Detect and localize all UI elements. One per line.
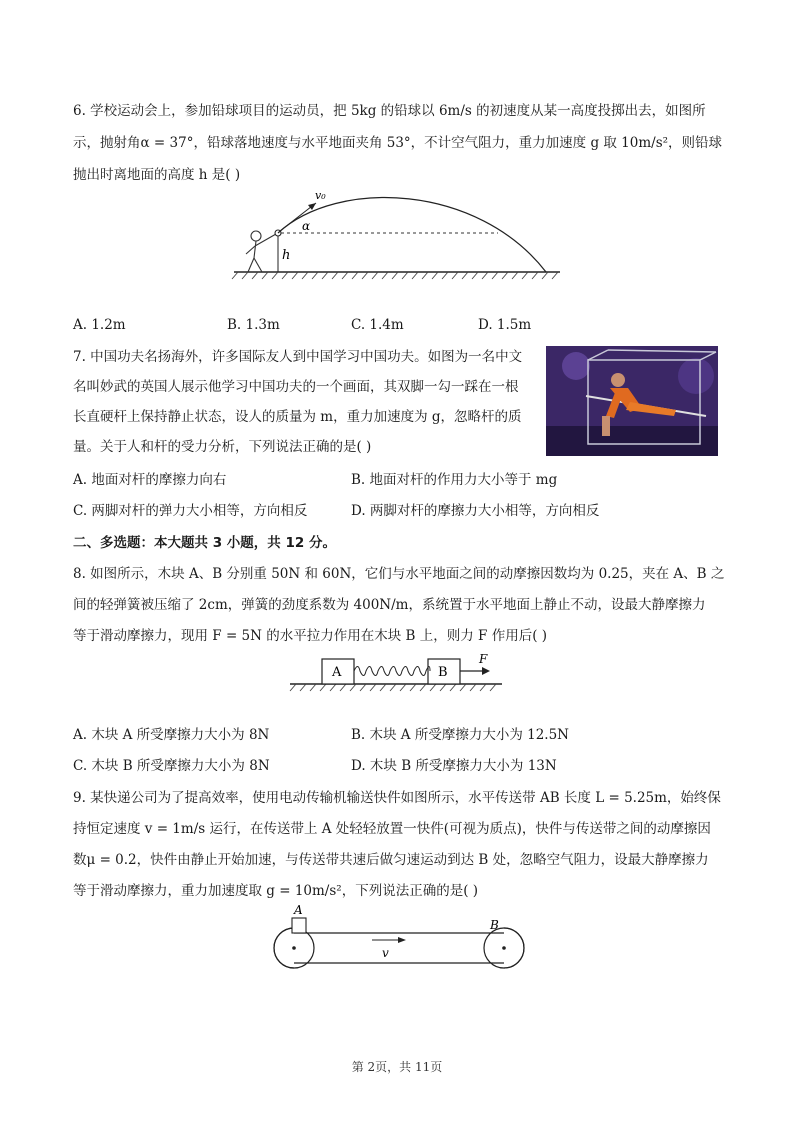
q9-stem-line1: 9. 某快递公司为了提高效率，使用电动传输机输送快件如图所示，水平传送带 AB 长度 L = 5.25m，始终保 xyxy=(73,790,721,806)
q9-stem-line4: 等于滑动摩擦力，重力加速度取 g = 10m/s²，下列说法正确的是( ) xyxy=(73,883,479,899)
q8-option-a: A. 木块 A 所受摩擦力大小为 8N xyxy=(73,727,270,743)
section-multi-choice-heading: 二、多选题：本大题共 3 小题，共 12 分。 xyxy=(73,535,336,551)
q8-block-a-label: A xyxy=(332,665,342,680)
q6-option-d: D. 1.5m xyxy=(478,317,532,333)
q7-stem-line4: 量。关于人和杆的受力分析，下列说法正确的是( ) xyxy=(73,439,372,455)
page-footer: 第 2页，共 11页 xyxy=(351,1060,443,1074)
q7-stem-line1: 7. 中国功夫名扬海外，许多国际友人到中国学习中国功夫。如图为一名中文 xyxy=(73,349,523,365)
q7-stem-line2: 名叫妙武的英国人展示他学习中国功夫的一个画面，其双脚一勾一踩在一根 xyxy=(73,379,519,395)
q6-stem-line1: 6. 学校运动会上，参加铅球项目的运动员，把 5kg 的铅球以 6m/s 的初速度从某一高度投掷出去，如图所 xyxy=(73,103,706,119)
q7-stem-line3: 长直硬杆上保持静止状态，设人的质量为 m，重力加速度为 g，忽略杆的质 xyxy=(73,409,522,425)
q6-shot-put-figure xyxy=(228,186,568,281)
q8-stem-line1: 8. 如图所示，木块 A、B 分别重 50N 和 60N，它们与水平地面之间的动摩擦因数均为 0.25，夹在 A、B 之 xyxy=(73,566,725,582)
q6-stem-line2: 示，抛射角α = 37°，铅球落地速度与水平地面夹角 53°，不计空气阻力，重力加速度 g 取 10m/s²，则铅球 xyxy=(73,135,723,151)
q8-block-b-label: B xyxy=(438,665,448,680)
q8-option-d: D. 木块 B 所受摩擦力大小为 13N xyxy=(351,758,557,774)
q9-velocity-label: v xyxy=(382,946,389,960)
q6-option-a: A. 1.2m xyxy=(73,317,126,333)
q7-option-b: B. 地面对杆的作用力大小等于 mg xyxy=(351,472,558,488)
q9-point-a-label: A xyxy=(294,903,303,917)
q6-v0-label: v₀ xyxy=(315,189,326,202)
q9-point-b-label: B xyxy=(490,918,499,932)
q8-option-c: C. 木块 B 所受摩擦力大小为 8N xyxy=(73,758,270,774)
q9-stem-line2: 持恒定速度 v = 1m/s 运行，在传送带上 A 处轻轻放置一快件(可视为质点)，快件与传送带之间的动摩擦因 xyxy=(73,821,711,837)
q6-alpha-label: α xyxy=(302,219,311,233)
q6-option-b: B. 1.3m xyxy=(227,317,280,333)
q6-h-label: h xyxy=(282,248,291,263)
q8-stem-line3: 等于滑动摩擦力，现用 F = 5N 的水平拉力作用在木块 B 上，则力 F 作用后( ) xyxy=(73,628,548,644)
q8-stem-line2: 间的轻弹簧被压缩了 2cm，弹簧的劲度系数为 400N/m，系统置于水平地面上静止不动，设最大静摩擦力 xyxy=(73,597,706,613)
q6-stem-line3: 抛出时离地面的高度 h 是( ) xyxy=(73,167,241,183)
q6-option-c: C. 1.4m xyxy=(351,317,404,333)
q8-force-label: F xyxy=(479,652,488,666)
q9-stem-line3: 数μ = 0.2，快件由静止开始加速，与传送带共速后做匀速运动到达 B 处，忽略空气阻力，设最大静摩擦力 xyxy=(73,852,709,868)
q7-option-c: C. 两脚对杆的弹力大小相等，方向相反 xyxy=(73,503,308,519)
q9-conveyor-figure xyxy=(268,900,528,975)
q8-option-b: B. 木块 A 所受摩擦力大小为 12.5N xyxy=(351,727,569,743)
q7-kungfu-photo xyxy=(546,346,718,456)
q7-option-d: D. 两脚对杆的摩擦力大小相等，方向相反 xyxy=(351,503,600,519)
q8-spring-blocks-figure xyxy=(286,650,506,695)
q7-option-a: A. 地面对杆的摩擦力向右 xyxy=(73,472,227,488)
